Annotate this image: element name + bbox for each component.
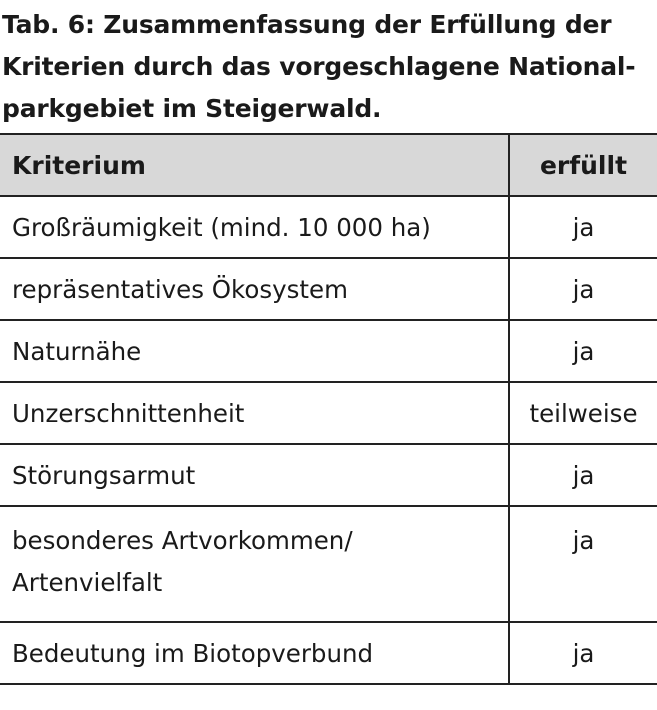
criterion-cell: repräsentatives Ökosystem [0, 258, 509, 320]
caption-line: parkgebiet im Steigerwald. [2, 94, 382, 123]
fulfilled-cell: ja [509, 258, 657, 320]
criterion-cell: Bedeutung im Biotopverbund [0, 622, 509, 684]
criterion-cell: Unzerschnittenheit [0, 382, 509, 444]
caption-line: Tab. 6: Zusammenfassung der Erfüllung der [2, 10, 612, 39]
table-caption [2, 4, 652, 130]
column-header-fulfilled: erfüllt [509, 134, 657, 196]
table-header-row [0, 134, 657, 196]
criterion-cell: Störungsarmut [0, 444, 509, 506]
fulfilled-cell: ja [509, 444, 657, 506]
criterion-line: besonderes Artvorkommen/ [12, 526, 353, 555]
table-row [0, 444, 657, 506]
criterion-cell: Naturnähe [0, 320, 509, 382]
table-row [0, 506, 657, 622]
fulfilled-cell: ja [509, 506, 657, 622]
table-row [0, 320, 657, 382]
table-row [0, 622, 657, 684]
criterion-line: Artenvielfalt [12, 568, 163, 597]
fulfilled-cell: teilweise [509, 382, 657, 444]
fulfilled-cell: ja [509, 622, 657, 684]
table-row [0, 382, 657, 444]
criterion-cell [0, 506, 509, 622]
criteria-table [0, 133, 657, 685]
caption-line: Kriterien durch das vorgeschlagene National- [2, 52, 636, 81]
table-row [0, 196, 657, 258]
fulfilled-cell: ja [509, 196, 657, 258]
criterion-cell: Großräumigkeit (mind. 10 000 ha) [0, 196, 509, 258]
fulfilled-cell: ja [509, 320, 657, 382]
column-header-criterion: Kriterium [0, 134, 509, 196]
table-row [0, 258, 657, 320]
